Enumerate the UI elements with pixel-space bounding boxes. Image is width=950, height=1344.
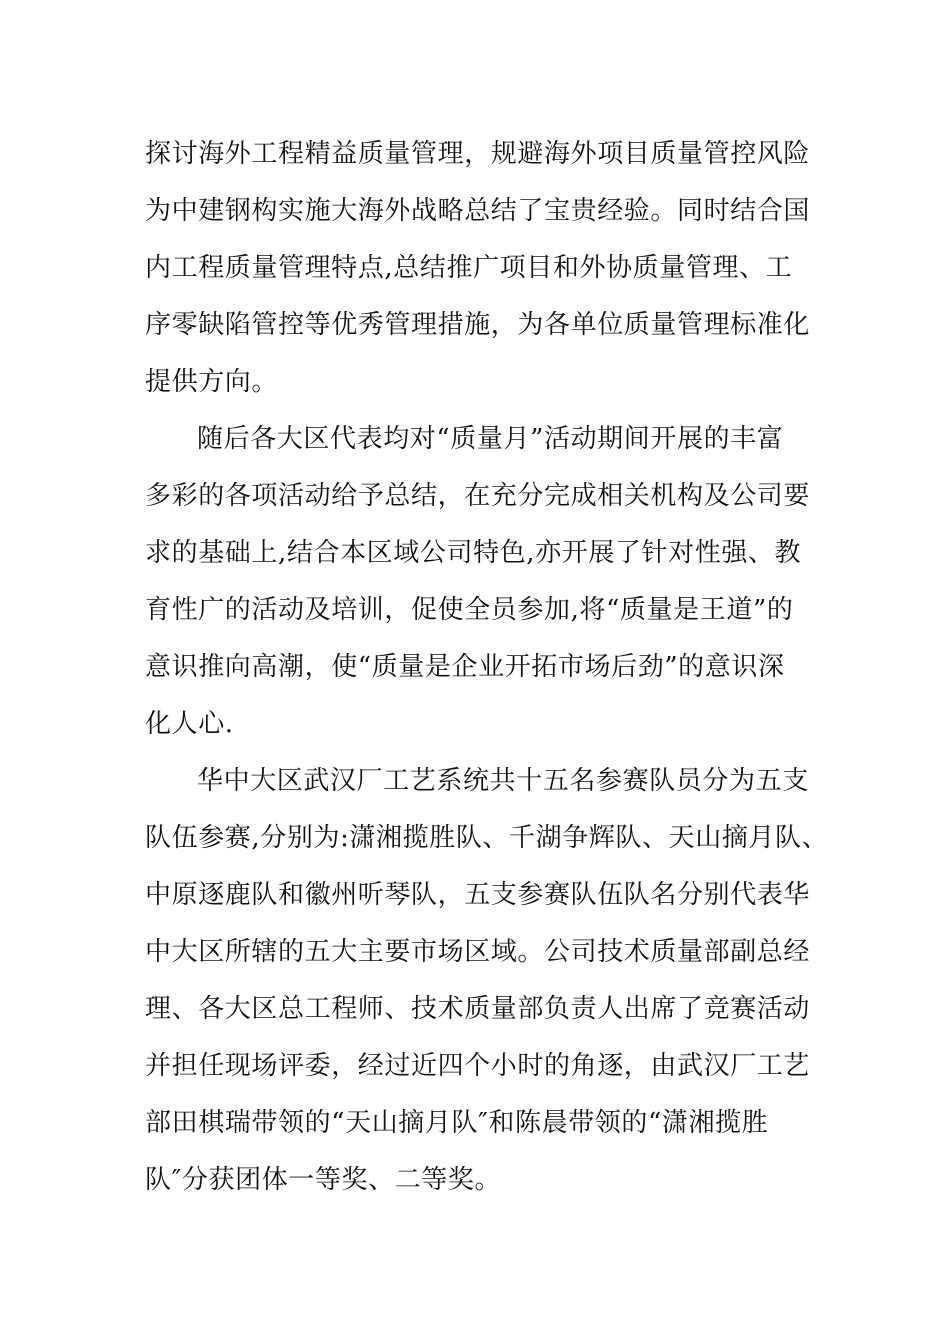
paragraph-line: 化人心.: [145, 709, 234, 739]
paragraph-line: 求的基础上,结合本区域公司特色,亦开展了针对性强、教: [145, 538, 802, 568]
paragraph-line: 并担任现场评委，经过近四个小时的角逐，由武汉厂工艺: [145, 1051, 811, 1081]
paragraph-line: 中原逐鹿队和徽州听琴队，五支参赛队伍队名分别代表华: [145, 880, 811, 910]
paragraph-line: 中大区所辖的五大主要市场区域。公司技术质量部副总经: [145, 937, 811, 967]
paragraph-line: 队″分获团体一等奖、二等奖。: [145, 1165, 502, 1195]
paragraph-2: [145, 411, 825, 753]
paragraph-line: 育性广的活动及培训，促使全员参加,将“质量是王道”的: [145, 595, 794, 625]
paragraph-line: 为中建钢构实施大海外战略总结了宝贵经验。同时结合国: [145, 196, 811, 226]
paragraph-line: 意识推向高潮，使“质量是企业开拓市场后劲”的意识深: [145, 652, 785, 682]
paragraph-1: [145, 126, 825, 411]
paragraph-line: 多彩的各项活动给予总结，在充分完成相关机构及公司要: [145, 481, 811, 511]
paragraph-line: 随后各大区代表均对“质量月”活动期间开展的丰富: [197, 424, 784, 454]
paragraph-line: 华中大区武汉厂工艺系统共十五名参赛队员分为五支: [197, 766, 809, 796]
document-body: [145, 126, 829, 1209]
paragraph-line: 理、各大区总工程师、技术质量部负责人出席了竞赛活动: [145, 994, 811, 1024]
paragraph-line: 序零缺陷管控等优秀管理措施，为各单位质量管理标准化: [145, 310, 811, 340]
paragraph-line: 探讨海外工程精益质量管理，规避海外项目质量管控风险: [145, 139, 811, 169]
paragraph-line: 提供方向。: [145, 367, 279, 397]
paragraph-line: 部田棋瑞带领的“天山摘月队″和陈晨带领的“潇湘揽胜: [145, 1108, 769, 1138]
paragraph-3: [145, 753, 829, 1209]
paragraph-line: 队伍参赛,分别为:潇湘揽胜队、千湖争辉队、天山摘月队、: [145, 823, 829, 853]
paragraph-line: 内工程质量管理特点,总结推广项目和外协质量管理、工: [145, 253, 793, 283]
